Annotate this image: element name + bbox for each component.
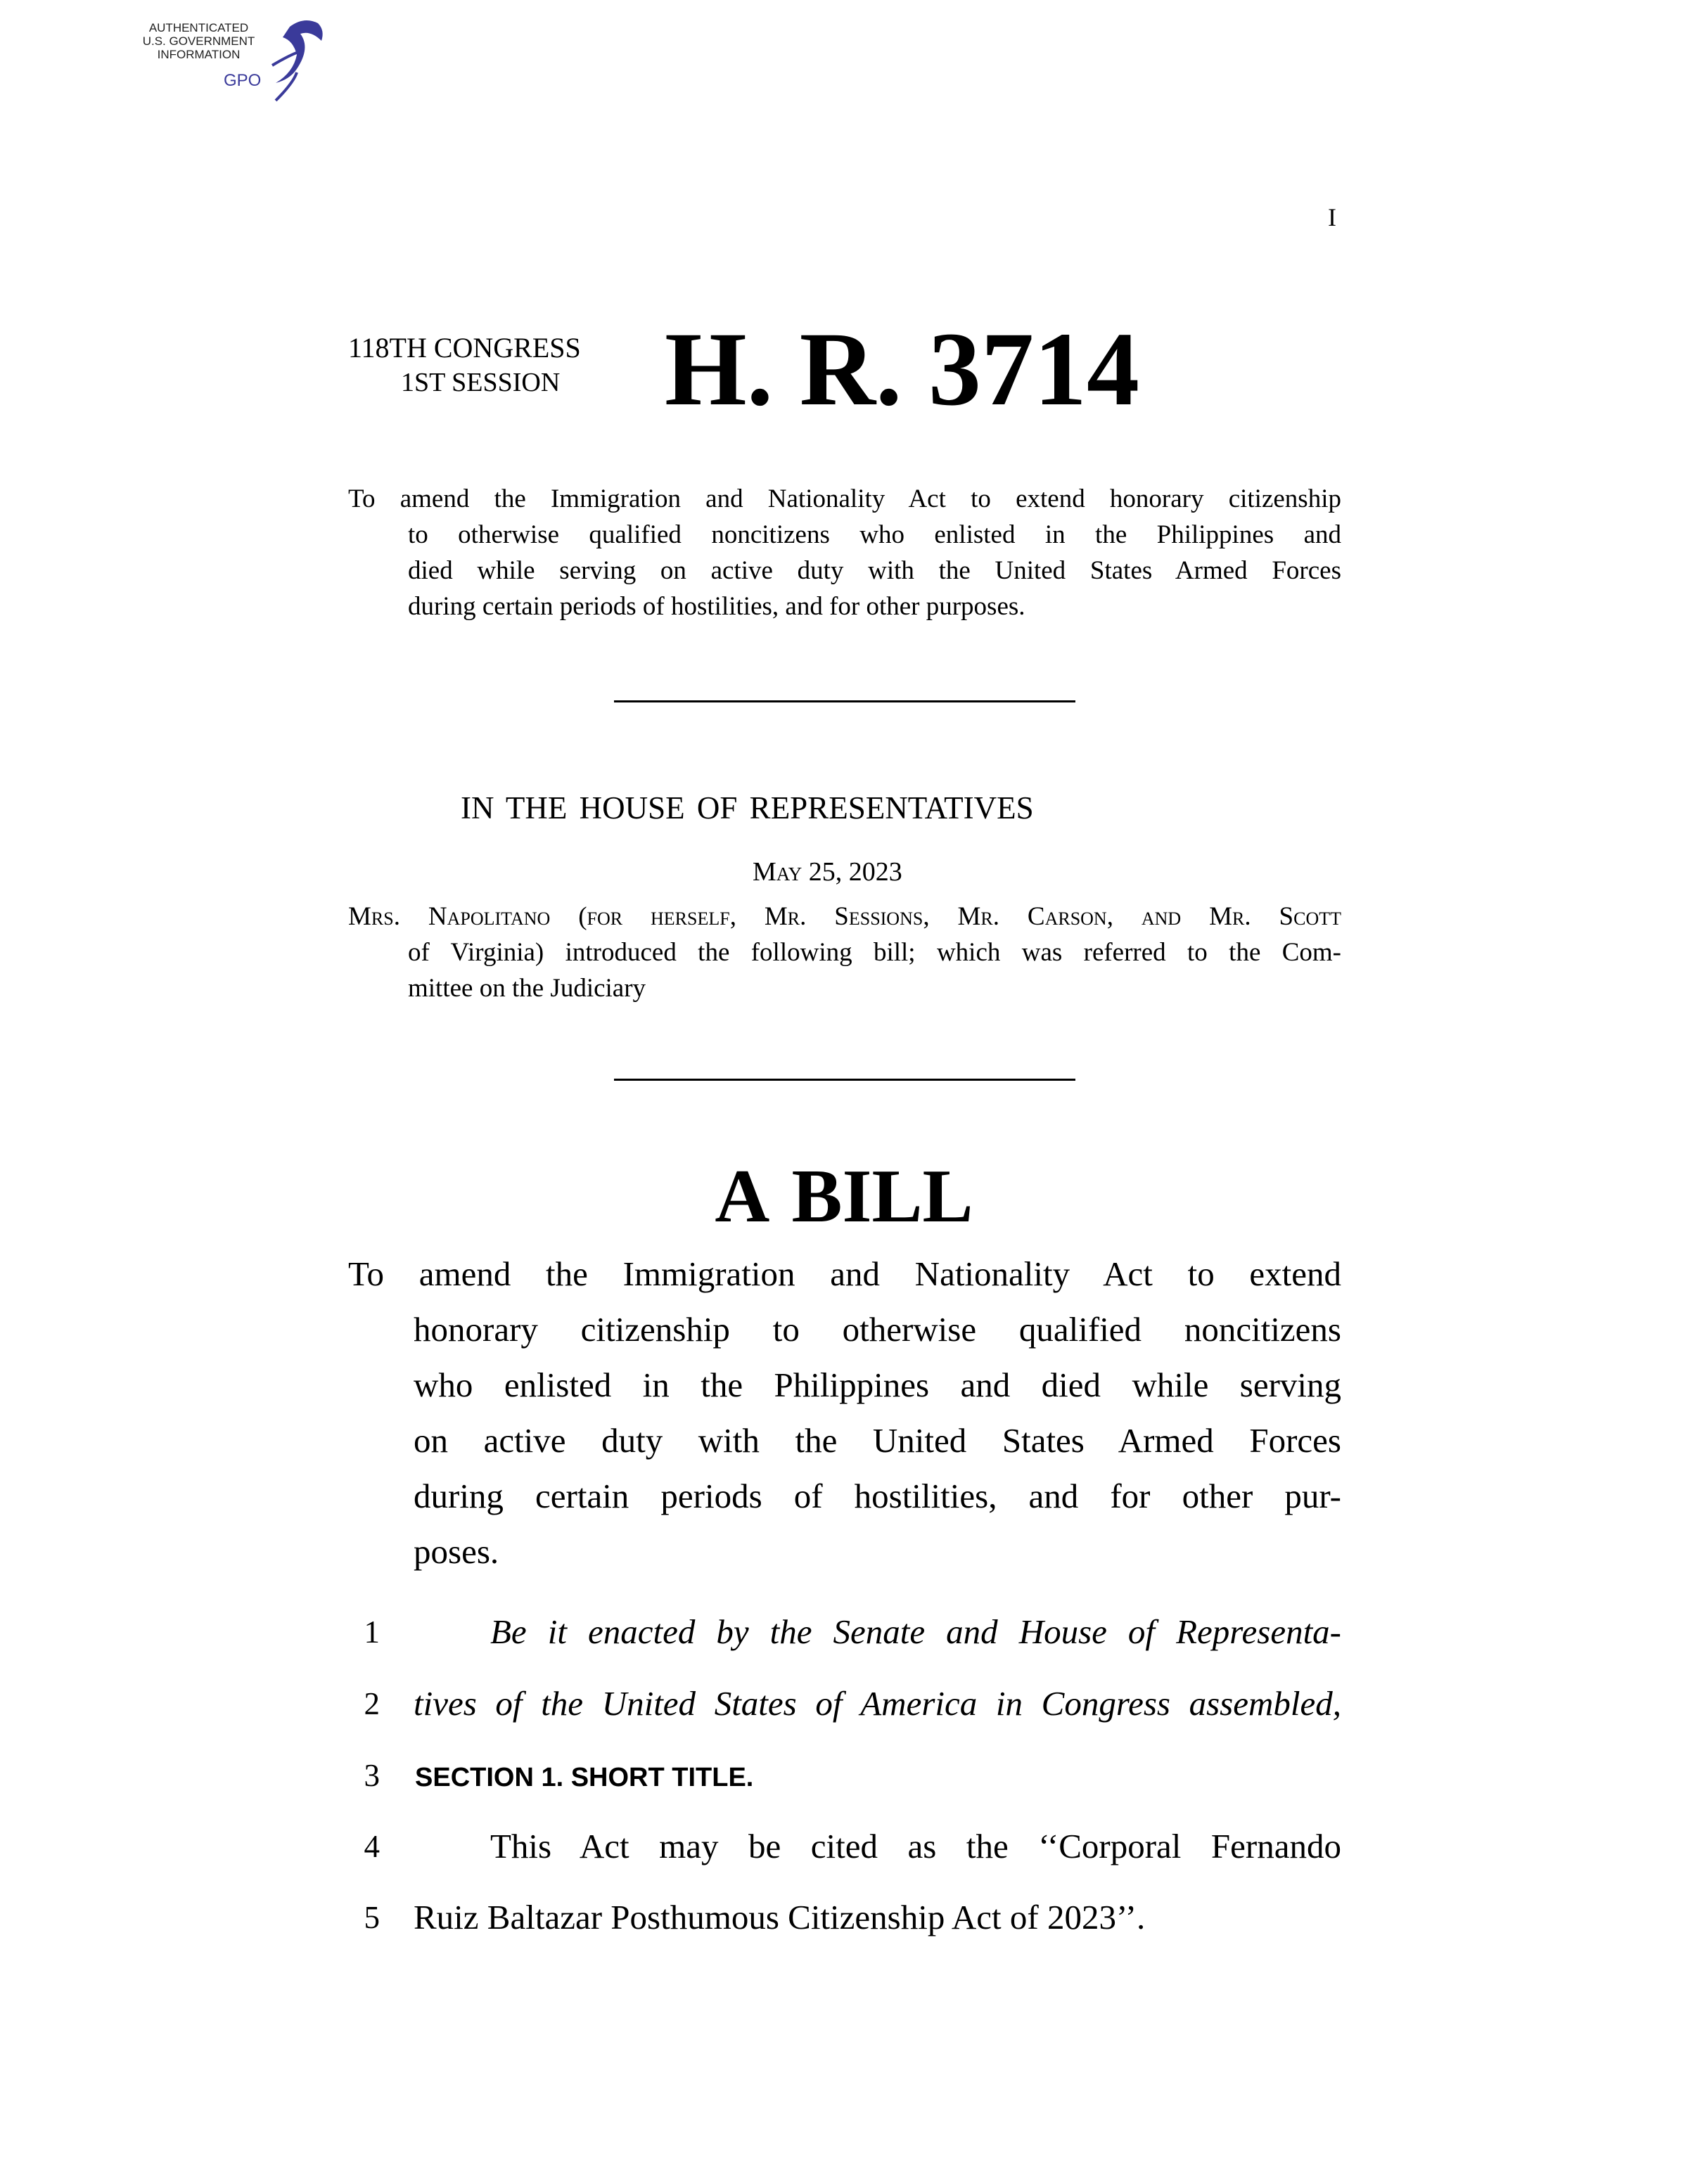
congress-label: 118TH CONGRESS <box>348 332 581 364</box>
intro-line: mittee on the Judiciary <box>408 974 646 1003</box>
long-title-line: during certain periods of hostilities, and for other pur- <box>414 1477 1341 1515</box>
enacting-clause: tives of the United States of America in Congress assembled, <box>414 1684 1341 1723</box>
intro-line: of Virginia) introduced the following bill; which was referred to the Com- <box>408 938 1341 967</box>
line-number: 1 <box>364 1614 380 1650</box>
logo-text <box>141 21 257 61</box>
long-title-line: To amend the Immigration and Nationality Act to extend <box>348 1254 1341 1293</box>
a-bill-heading: A BILL <box>715 1155 973 1238</box>
long-title-line: who enlisted in the Philippines and died while serving <box>414 1366 1341 1404</box>
long-title-line: honorary citizenship to otherwise qualified noncitizens <box>414 1310 1341 1349</box>
divider <box>614 1079 1075 1081</box>
logo-gpo: GPO <box>224 71 262 90</box>
summary-line: during certain periods of hostilities, and for other purposes. <box>408 592 1025 621</box>
session-label: 1ST SESSION <box>401 368 561 397</box>
section-text: Ruiz Baltazar Posthumous Citizenship Act of 2023’’. <box>414 1898 1146 1936</box>
page-marker: I <box>1328 203 1336 231</box>
summary-line: died while serving on active duty with the United States Armed Forces <box>408 556 1341 585</box>
line-number: 4 <box>364 1829 380 1864</box>
summary-line: To amend the Immigration and Nationality Act to extend honorary citizenship <box>348 484 1341 513</box>
logo-line-1: AUTHENTICATED <box>148 21 249 34</box>
chamber: IN THE HOUSE OF REPRESENTATIVES <box>461 790 1034 826</box>
enacting-clause: Be it enacted by the Senate and House of Representa- <box>490 1612 1341 1651</box>
bill-number: H. R. 3714 <box>665 311 1139 428</box>
intro-line: Mrs. Napolitano (for herself, Mr. Sessions, Mr. Carson, and Mr. Scott <box>348 902 1341 931</box>
date: May 25, 2023 <box>753 857 902 887</box>
summary-line: to otherwise qualified noncitizens who enlisted in the Philippines and <box>408 520 1341 549</box>
logo-line-3: INFORMATION <box>157 48 241 61</box>
section-heading: SECTION 1. SHORT TITLE. <box>415 1763 754 1792</box>
gpo-authentication-logo <box>141 13 338 104</box>
divider <box>614 700 1075 702</box>
logo-line-2: U.S. GOVERNMENT <box>142 34 255 48</box>
section-text: This Act may be cited as the ‘‘Corporal Fernando <box>490 1827 1341 1865</box>
eagle-icon <box>262 13 332 104</box>
long-title-line: on active duty with the United States Armed Forces <box>414 1421 1341 1460</box>
line-number: 2 <box>364 1686 380 1721</box>
line-number: 3 <box>364 1758 380 1793</box>
long-title-line: poses. <box>414 1532 499 1571</box>
line-number: 5 <box>364 1900 380 1935</box>
